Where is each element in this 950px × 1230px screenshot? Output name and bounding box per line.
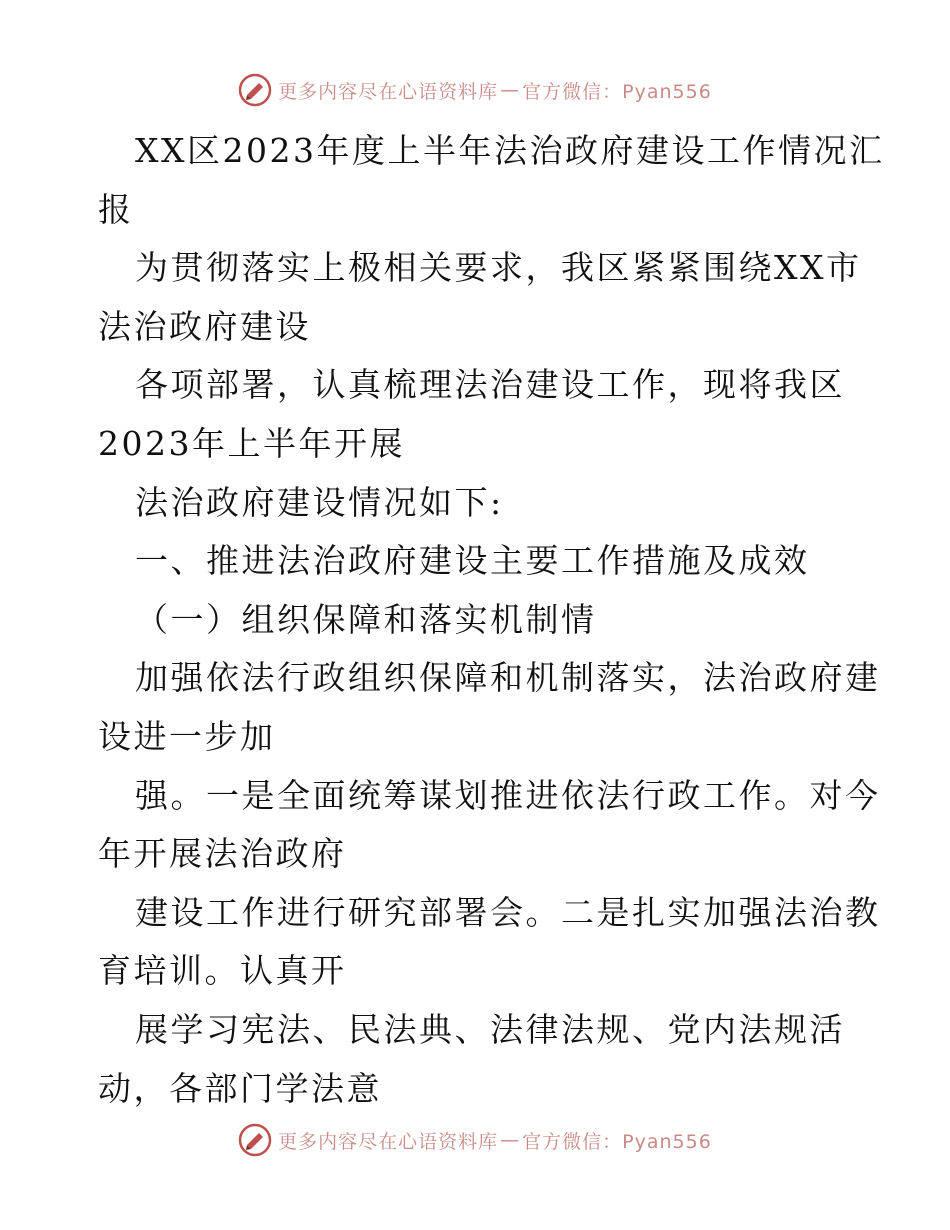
document-body (98, 122, 885, 1118)
text-line: 年开展法治政府 (98, 834, 347, 874)
watermark-text: 更多内容尽在心语资料库 (278, 80, 499, 103)
text-line: 为贯彻落实上极相关要求，我区紧紧围绕XX市 (135, 248, 862, 288)
text-line: （一）组织保障和落实机制情 (135, 599, 597, 639)
watermark-separator: — (500, 79, 521, 101)
text-line: 一、推进法治政府建设主要工作措施及成效 (135, 541, 810, 581)
watermark-contact: 官方微信：Pyan556 (522, 1130, 712, 1153)
text-line: 强。一是全面统筹谋划推进依法行政工作。对今 (135, 775, 881, 815)
watermark-separator: — (500, 1129, 521, 1151)
text-line: 展学习宪法、民法典、法律法规、党内法规活 (135, 1009, 845, 1049)
text-line: 法治政府建设情况如下: (135, 482, 504, 522)
text-line: 建设工作进行研究部署会。二是扎实加强法治教 (135, 892, 881, 932)
text-line: 设进一步加 (98, 716, 276, 756)
footer-watermark (0, 1120, 950, 1160)
text-line: 各项部署，认真梳理法治建设工作，现将我区 (135, 365, 845, 405)
text-line: XX区2023年度上半年法治政府建设工作情况汇 (135, 131, 885, 170)
text-line: 动，各部门学法意 (98, 1068, 382, 1108)
brand-logo-icon (238, 73, 272, 107)
watermark-text: 更多内容尽在心语资料库 (278, 1130, 499, 1153)
text-line: 加强依法行政组织保障和机制落实，法治政府建 (135, 658, 881, 698)
header-watermark (0, 70, 950, 110)
text-line: 2023年上半年开展 (98, 423, 405, 463)
brand-logo-icon (238, 1123, 272, 1157)
text-line: 育培训。认真开 (98, 951, 347, 991)
text-line: 法治政府建设 (98, 306, 311, 346)
text-line: 报 (98, 189, 134, 229)
watermark-contact: 官方微信：Pyan556 (522, 80, 712, 103)
